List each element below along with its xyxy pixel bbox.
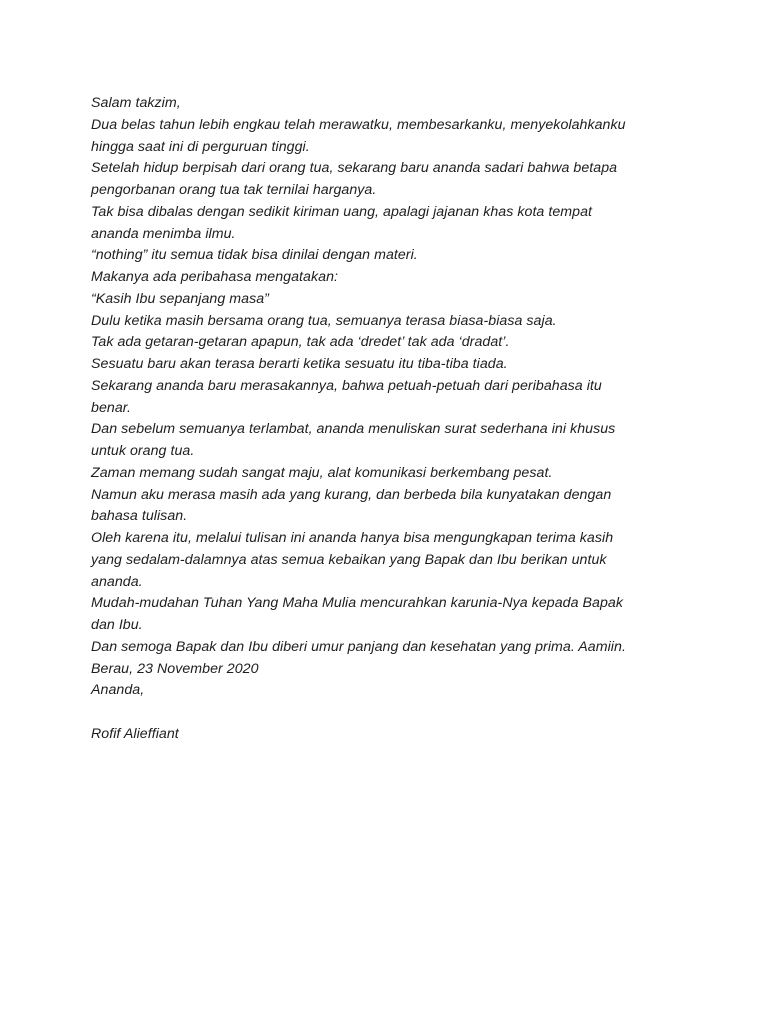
- body-line: ananda.: [91, 573, 143, 590]
- body-line: Dan semoga Bapak dan Ibu diberi umur panjang dan kesehatan yang prima. Aamiin.: [91, 638, 626, 655]
- closing: Ananda,: [91, 682, 145, 699]
- body-line: Namun aku merasa masih ada yang kurang, dan berbeda bila kunyatakan dengan: [91, 486, 612, 503]
- body-line: Mudah-mudahan Tuhan Yang Maha Mulia mencurahkan karunia-Nya kepada Bapak: [91, 595, 624, 612]
- body-line: Tak bisa dibalas dengan sedikit kiriman uang, apalagi jajanan khas kota tempat: [91, 203, 593, 220]
- body-line: Sekarang ananda baru merasakannya, bahwa petuah-petuah dari peribahasa itu: [91, 377, 602, 394]
- body-line: Makanya ada peribahasa mengatakan:: [91, 269, 338, 285]
- body-line: Zaman memang sudah sangat maju, alat komunikasi berkembang pesat.: [91, 464, 553, 481]
- body-line: Tak ada getaran-getaran apapun, tak ada ‘dredet’ tak ada ‘dradat’.: [91, 334, 510, 351]
- body-line: dan Ibu.: [91, 617, 143, 633]
- body-line: hingga saat ini di perguruan tinggi.: [91, 138, 310, 155]
- signature: Rofif Alieffiant: [91, 725, 179, 742]
- body-line: Dua belas tahun lebih engkau telah merawatku, membesarkanku, menyekolahkanku: [91, 116, 626, 133]
- greeting: Salam takzim,: [91, 95, 181, 111]
- letter-body: [91, 93, 691, 746]
- body-line: benar.: [91, 399, 132, 416]
- body-line: pengorbanan orang tua tak ternilai harganya.: [91, 182, 377, 198]
- body-line: ananda menimba ilmu.: [91, 225, 236, 242]
- body-line: “nothing” itu semua tidak bisa dinilai dengan materi.: [91, 247, 418, 264]
- body-line: Oleh karena itu, melalui tulisan ini ananda hanya bisa mengungkapan terima kasih: [91, 530, 614, 546]
- body-line: untuk orang tua.: [91, 443, 195, 459]
- body-line: Dulu ketika masih bersama orang tua, semuanya terasa biasa-biasa saja.: [91, 312, 557, 329]
- place-date: Berau, 23 November 2020: [91, 660, 259, 677]
- body-line: bahasa tulisan.: [91, 508, 188, 525]
- blank-line: [91, 702, 691, 724]
- body-line: yang sedalam-dalamnya atas semua kebaikan yang Bapak dan Ibu berikan untuk: [91, 551, 607, 568]
- body-line: Sesuatu baru akan terasa berarti ketika sesuatu itu tiba-tiba tiada.: [91, 356, 508, 372]
- body-line: Dan sebelum semuanya terlambat, ananda menuliskan surat sederhana ini khusus: [91, 421, 616, 438]
- proverb-quote: “Kasih Ibu sepanjang masa”: [91, 290, 269, 307]
- body-line: Setelah hidup berpisah dari orang tua, sekarang baru ananda sadari bahwa betapa: [91, 160, 618, 177]
